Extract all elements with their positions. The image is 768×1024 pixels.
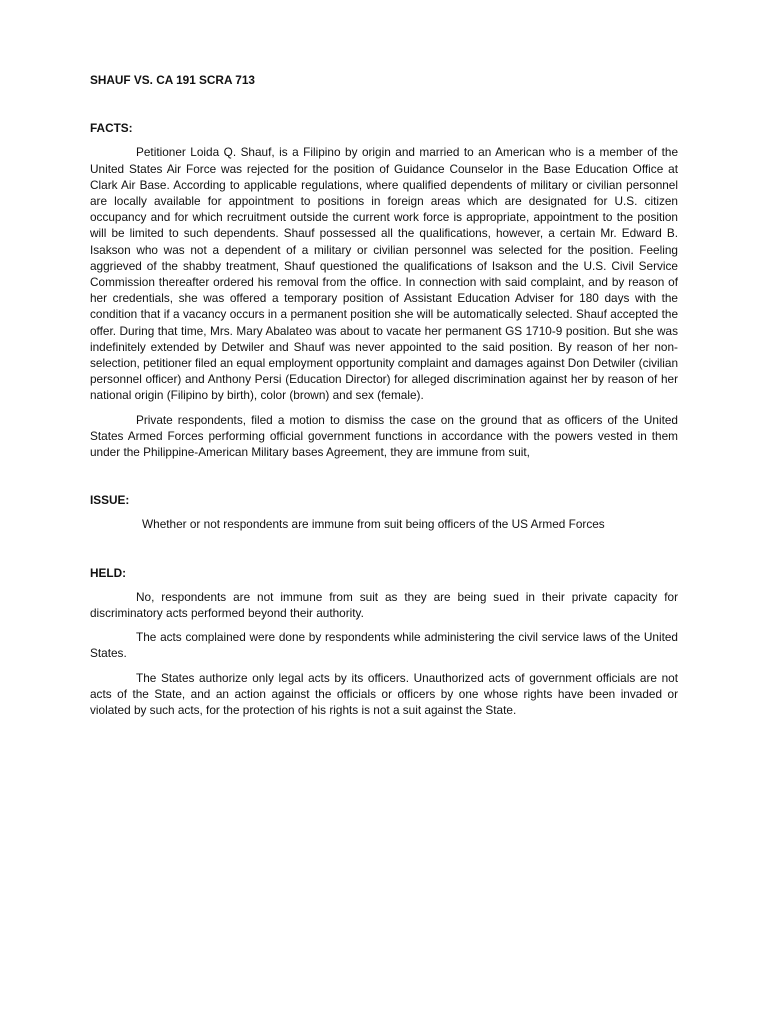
facts-paragraph-2: Private respondents, filed a motion to dismiss the case on the ground that as officers of the United States Armed Forces performing official government functions in accordance with the powers vested in them under the Philippine-American Military bases Agreement, they are immune from suit, xyxy=(90,412,678,460)
facts-heading: FACTS: xyxy=(90,121,133,136)
held-paragraph-3: The States authorize only legal acts by its officers. Unauthorized acts of government officials are not acts of the State, and an action against the officials or officers by one whose rights have been invaded or violated by such acts, for the protection of his rights is not a suit against the State. xyxy=(90,670,678,718)
issue-heading: ISSUE: xyxy=(90,493,130,508)
case-title: SHAUF VS. CA 191 SCRA 713 xyxy=(90,73,255,87)
issue-question: Whether or not respondents are immune from suit being officers of the US Armed Forces xyxy=(142,517,605,532)
document-page xyxy=(90,72,678,726)
held-paragraph-1: No, respondents are not immune from suit as they are being sued in their private capacity for discriminatory acts performed beyond their authority. xyxy=(90,589,678,621)
held-paragraph-2: The acts complained were done by respondents while administering the civil service laws of the United States. xyxy=(90,630,678,661)
facts-paragraph-1: Petitioner Loida Q. Shauf, is a Filipino by origin and married to an American who is a member of the United States Air Force was rejected for the position of Guidance Counselor in the Base Education Office at Clark Air Base. According to applicable regulations, where qualified dependents of military or civilian personnel are locally available for appointment to positions in foreign areas which are designated for U.S. citizen occupancy and for which recruitment outside the current work force is appropriate, appointment to the position will be limited to such dependents. Shauf possessed all the qualifications, however, a certain Mr. Edward B. Isakson who was not a dependent of a military or civilian personnel was selected for the position. Feeling aggrieved of the shabby treatment, Shauf questioned the qualifications of Isakson and the U.S. Civil Service Commission thereafter ordered his removal from the office. In connection with said complaint, and by reason of her credentials, she was offered a temporary position of Assistant Education Adviser for 180 days with the condition that if a vacancy occurs in a permanent position she will be automatically selected. Shauf accepted the offer. During that time, Mrs. Mary Abalateo was about to vacate her permanent GS 1710-9 position. But she was indefinitely extended by Detwiler and Shauf was never appointed to the said position. By reason of her non-selection, petitioner filed an equal employment opportunity complaint and damages against Don Detwiler (civilian personnel officer) and Anthony Persi (Education Director) for alleged discrimination against her by reason of her national origin (Filipino by birth), color (brown) and sex (female). xyxy=(90,145,678,403)
held-heading: HELD: xyxy=(90,565,127,580)
